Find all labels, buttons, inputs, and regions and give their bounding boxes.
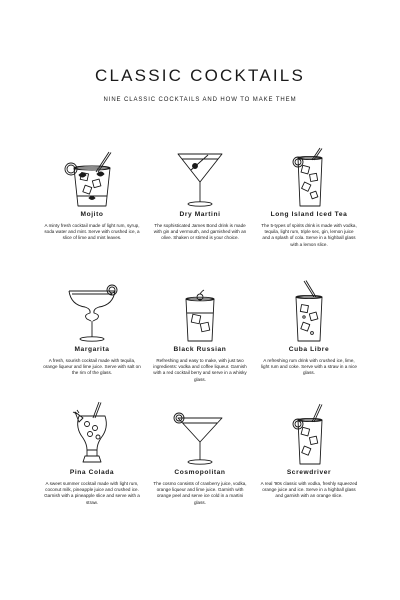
- cocktail-card-dry-martini: [145, 150, 255, 242]
- cocktail-card-cuba-libre: [254, 285, 364, 377]
- page-subtitle: NINE CLASSIC COCKTAILS AND HOW TO MAKE THEM: [103, 97, 297, 103]
- cocktail-card-cosmopolitan: [145, 408, 255, 506]
- cocktail-name: Cosmopolitan: [174, 469, 226, 476]
- cocktail-description: The 5-types of spirits drink is made with vodka, tequila, light rum, triple sec, gin, lemon juice and a splash of cola. Serve in a highball glass with a lemon slice.: [261, 223, 357, 247]
- mojito-glass-icon: [57, 150, 127, 208]
- cocktail-name: Margarita: [74, 346, 110, 353]
- martini-glass-icon: [165, 150, 235, 208]
- cocktail-card-pina-colada: [37, 408, 147, 506]
- cocktail-name: Long Island Iced Tea: [270, 211, 348, 218]
- cocktail-card-long-island: [254, 150, 364, 248]
- cocktail-name: Screwdriver: [286, 469, 332, 476]
- cocktail-description: A minty fresh cocktail made of light rum, syrup, soda water and mint. Serve with crushed ice, a slice of lime and mint leaves.: [44, 223, 140, 241]
- margarita-glass-icon: [57, 285, 127, 343]
- cocktail-description: A real '90s classic with vodka, freshly squeezed orange juice and ice. Serve in a highball glass and garnish with an orange slice.: [260, 481, 358, 499]
- cocktail-description: A fresh, sourish cocktail made with tequila, orange liqueur and lime juice. Serve with salt on the rim of the glass.: [43, 358, 141, 376]
- cuba-libre-glass-icon: [274, 285, 344, 343]
- cosmopolitan-glass-icon: [165, 408, 235, 466]
- cocktail-description: A refreshing rum drink with crushed ice, lime, light rum and coke. Serve with a straw in a nice glass.: [260, 358, 357, 376]
- cocktail-name: Pina Colada: [69, 469, 115, 476]
- cocktail-name: Black Russian: [173, 346, 227, 353]
- cocktail-name: Mojito: [80, 211, 104, 218]
- cocktail-card-mojito: [37, 150, 147, 242]
- cocktail-name: Cuba Libre: [288, 346, 330, 353]
- cocktail-card-black-russian: [145, 285, 255, 383]
- highball-glass-icon: [274, 150, 344, 208]
- cocktail-description: The cosmo consists of cranberry juice, vodka, orange liqueur and lime juice. Garnish with orange peel and serve ice cold in a martini glass.: [153, 481, 247, 505]
- screwdriver-glass-icon: [274, 408, 344, 466]
- whisky-glass-icon: [165, 285, 235, 343]
- cocktail-description: Refreshing and easy to make, with just two ingredients: vodka and coffee liqueur. Garnish with a red cocktail berry and serve in a whisky glass.: [153, 358, 247, 382]
- cocktail-card-screwdriver: [254, 408, 364, 500]
- cocktail-description: The sophisticated James Bond drink is made with gin and vermouth, and garnished with an olive. Shaken or stirred is your choice.: [153, 223, 247, 241]
- cocktail-name: Dry Martini: [179, 211, 221, 218]
- cocktail-description: A sweet summer cocktail made with light rum, coconut milk, pineapple juice and crushed ice. Garnish with a pineapple slice and serve with a straw.: [44, 481, 140, 505]
- cocktail-card-margarita: [37, 285, 147, 377]
- hurricane-glass-icon: [57, 408, 127, 466]
- page-title: CLASSIC COCKTAILS: [95, 66, 305, 85]
